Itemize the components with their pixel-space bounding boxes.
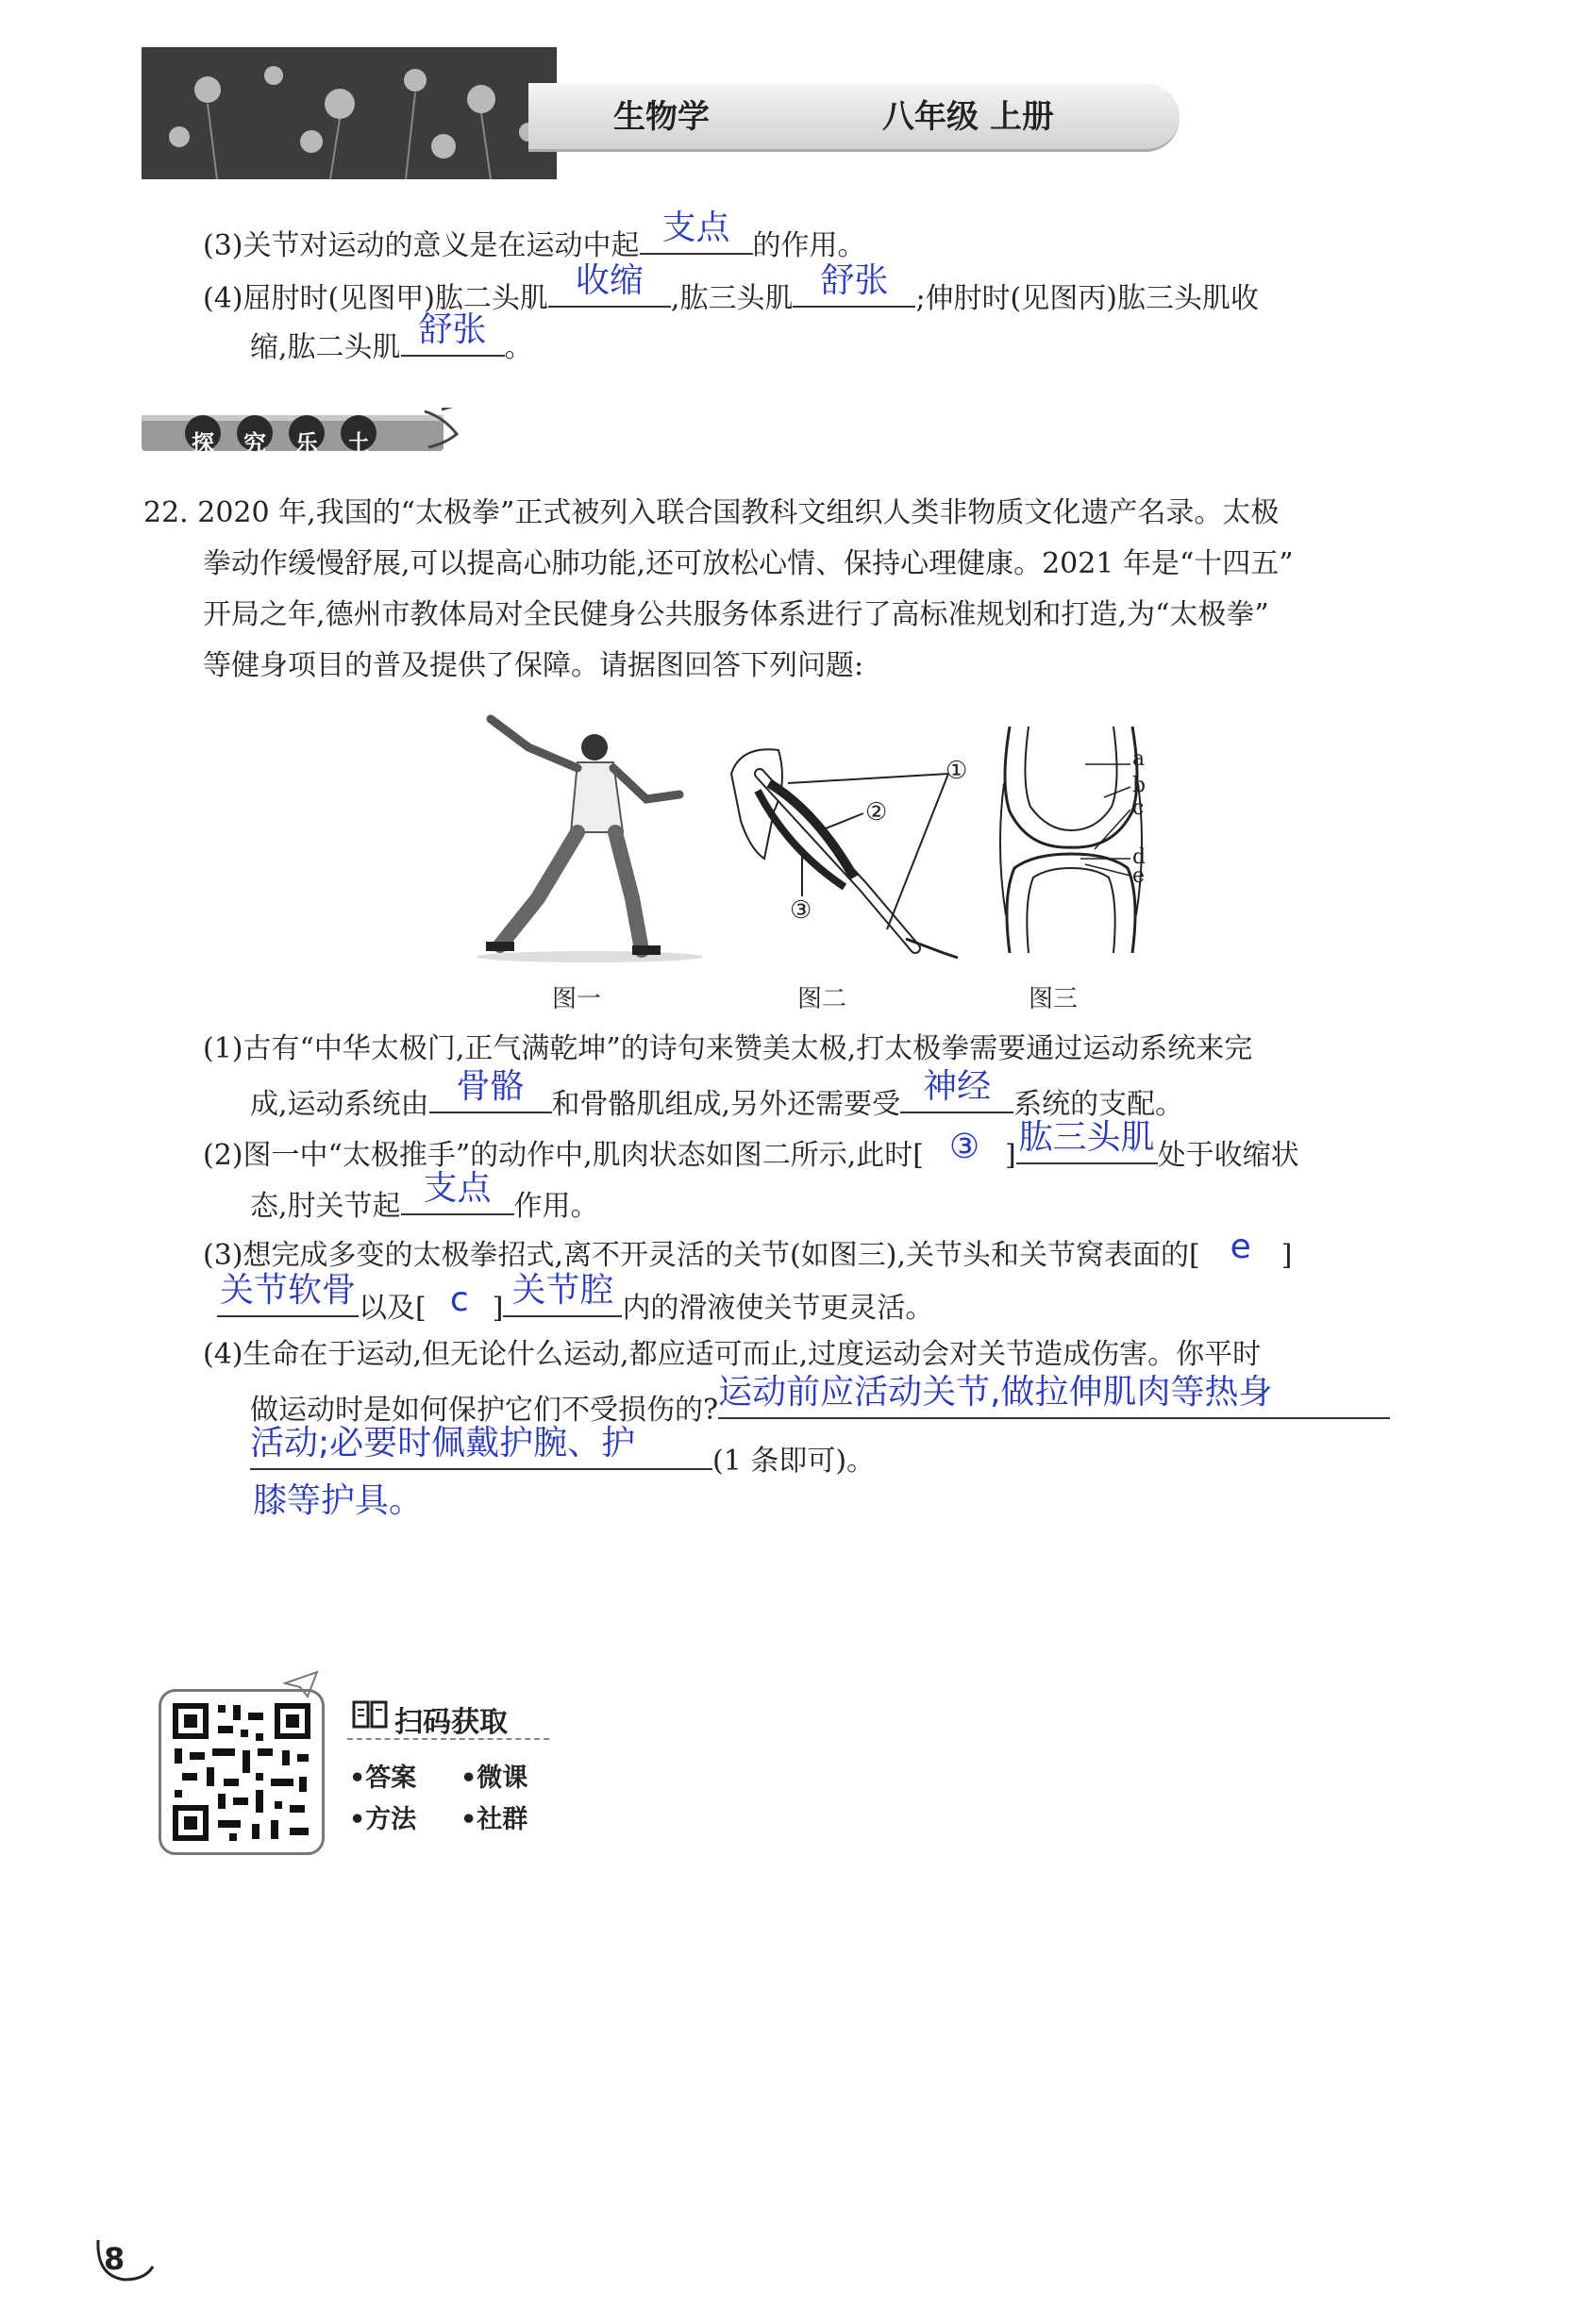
- qr-item-community: •社群: [460, 1805, 528, 1834]
- answer: 支点: [661, 209, 730, 247]
- qr-code-frame: [159, 1689, 325, 1855]
- qr-code-icon: [161, 1692, 322, 1852]
- bracket-answer: c: [449, 1280, 469, 1319]
- paper-plane-icon: [283, 1670, 321, 1698]
- page-number-arc: [92, 2232, 159, 2285]
- book-icon: [351, 1698, 389, 1732]
- blank: [640, 209, 753, 255]
- blank: 支点: [401, 1183, 514, 1215]
- q22-part4-answer-line3: 膝等护具。: [253, 1481, 424, 1520]
- q22-part1-line1: (1)古有“中华太极门,正气满乾坤”的诗句来赞美太极,打太极拳需要通过运动系统来完: [203, 1032, 1253, 1065]
- blank: 神经: [900, 1081, 1013, 1113]
- fig3-label-d: d: [1132, 845, 1146, 869]
- q22-part2-line1: (2)图一中“太极推手”的动作中,肌肉状态如图二所示,此时[ ③ ] 肱三头肌 处于收缩状: [203, 1118, 1299, 1172]
- header-grade: 八年级 上册: [882, 98, 1054, 136]
- q22-part2-line2: 态,肘关节起 支点 作用。: [250, 1169, 599, 1223]
- fig2-label-3: ③: [790, 896, 812, 925]
- header-subject: 生物学: [613, 98, 710, 136]
- q22-part4-line1: (4)生命在于运动,但无论什么运动,都应适可而止,过度运动会对关节造成伤害。你平时: [203, 1338, 1262, 1371]
- q22-part3-line1: (3)想完成多变的太极拳招式,离不开灵活的关节(如图三),关节头和关节窝表面的[ e ]: [203, 1228, 1293, 1272]
- blank: 舒张: [401, 325, 505, 357]
- fig3-label-c: c: [1132, 796, 1145, 820]
- fig3-label-a: a: [1132, 747, 1146, 771]
- q21-part3: (3)关节对运动的意义是在运动中起 支点 的作用。: [203, 209, 866, 262]
- blank: 收缩: [548, 276, 671, 308]
- figure-3-joint: [991, 727, 1161, 953]
- q22-intro-2: 拳动作缓慢舒展,可以提高心肺功能,还可放松心情、保持心理健康。2021 年是“十四五”: [203, 547, 1294, 580]
- figure-2-arm-muscles: [722, 745, 996, 972]
- blank: 运动前应活动关节,做拉伸肌肉等热身: [718, 1387, 1390, 1419]
- caption-fig3: 图三: [1029, 985, 1079, 1013]
- qr-divider: [347, 1738, 549, 1740]
- qr-label: 扫码获取: [394, 1706, 508, 1739]
- blank: 骨骼: [429, 1081, 552, 1113]
- q22-intro-4: 等健身项目的普及提供了保障。请据图回答下列问题:: [203, 649, 864, 682]
- fig3-label-e: e: [1132, 864, 1146, 888]
- q21-part4-line2: 缩,肱二头肌 舒张 。: [250, 310, 533, 364]
- blank: 活动;必要时佩戴护腕、护: [250, 1438, 712, 1470]
- qr-item-answers: •答案: [349, 1764, 417, 1793]
- fig2-label-2: ②: [865, 798, 888, 827]
- section-banner: [142, 408, 491, 457]
- q22-part1-line2: 成,运动系统由 骨骼 和骨骼肌组成,另外还需要受 神经 系统的支配。: [250, 1067, 1184, 1121]
- caption-fig2: 图二: [797, 985, 847, 1013]
- q22-intro-1: 22. 2020 年,我国的“太极拳”正式被列入联合国教科文组织人类非物质文化遗产名录。太极: [143, 496, 1280, 529]
- fig3-label-b: b: [1132, 774, 1146, 797]
- qr-item-microclass: •微课: [460, 1764, 528, 1793]
- figure-1-taichi: [472, 710, 708, 964]
- blank: 肱三头肌: [1016, 1132, 1158, 1164]
- qr-item-methods: •方法: [349, 1805, 417, 1834]
- blank: 关节腔: [503, 1285, 622, 1317]
- blank: 舒张: [793, 276, 915, 308]
- header-photo: [142, 47, 557, 179]
- blank: 关节软骨: [217, 1285, 359, 1317]
- q22-intro-3: 开局之年,德州市教体局对全民健身公共服务体系进行了高标准规划和打造,为“太极拳”: [203, 598, 1269, 631]
- q22-part4-line3: 活动;必要时佩戴护腕、护 (1 条即可)。: [250, 1424, 876, 1478]
- q21-part4-line1: (4)屈肘时(见图甲)肱二头肌 收缩 ,肱三头肌 舒张 ;伸肘时(见图丙)肱三头肌收: [203, 261, 1259, 315]
- page-number: 8: [104, 2241, 126, 2277]
- caption-fig1: 图一: [552, 985, 602, 1013]
- banner-text: 探 究 乐 土: [192, 430, 370, 457]
- q22-part4-line2: 做运动时是如何保护它们不受损伤的? 运动前应活动关节,做拉伸肌肉等热身: [250, 1387, 1390, 1430]
- q22-part3-line2: 关节软骨 以及[ c ] 关节腔 内的滑液使关节更灵活。: [217, 1285, 933, 1328]
- fig2-label-1: ①: [946, 757, 968, 785]
- bracket-answer: ③: [948, 1128, 980, 1166]
- bracket-answer: e: [1230, 1228, 1251, 1266]
